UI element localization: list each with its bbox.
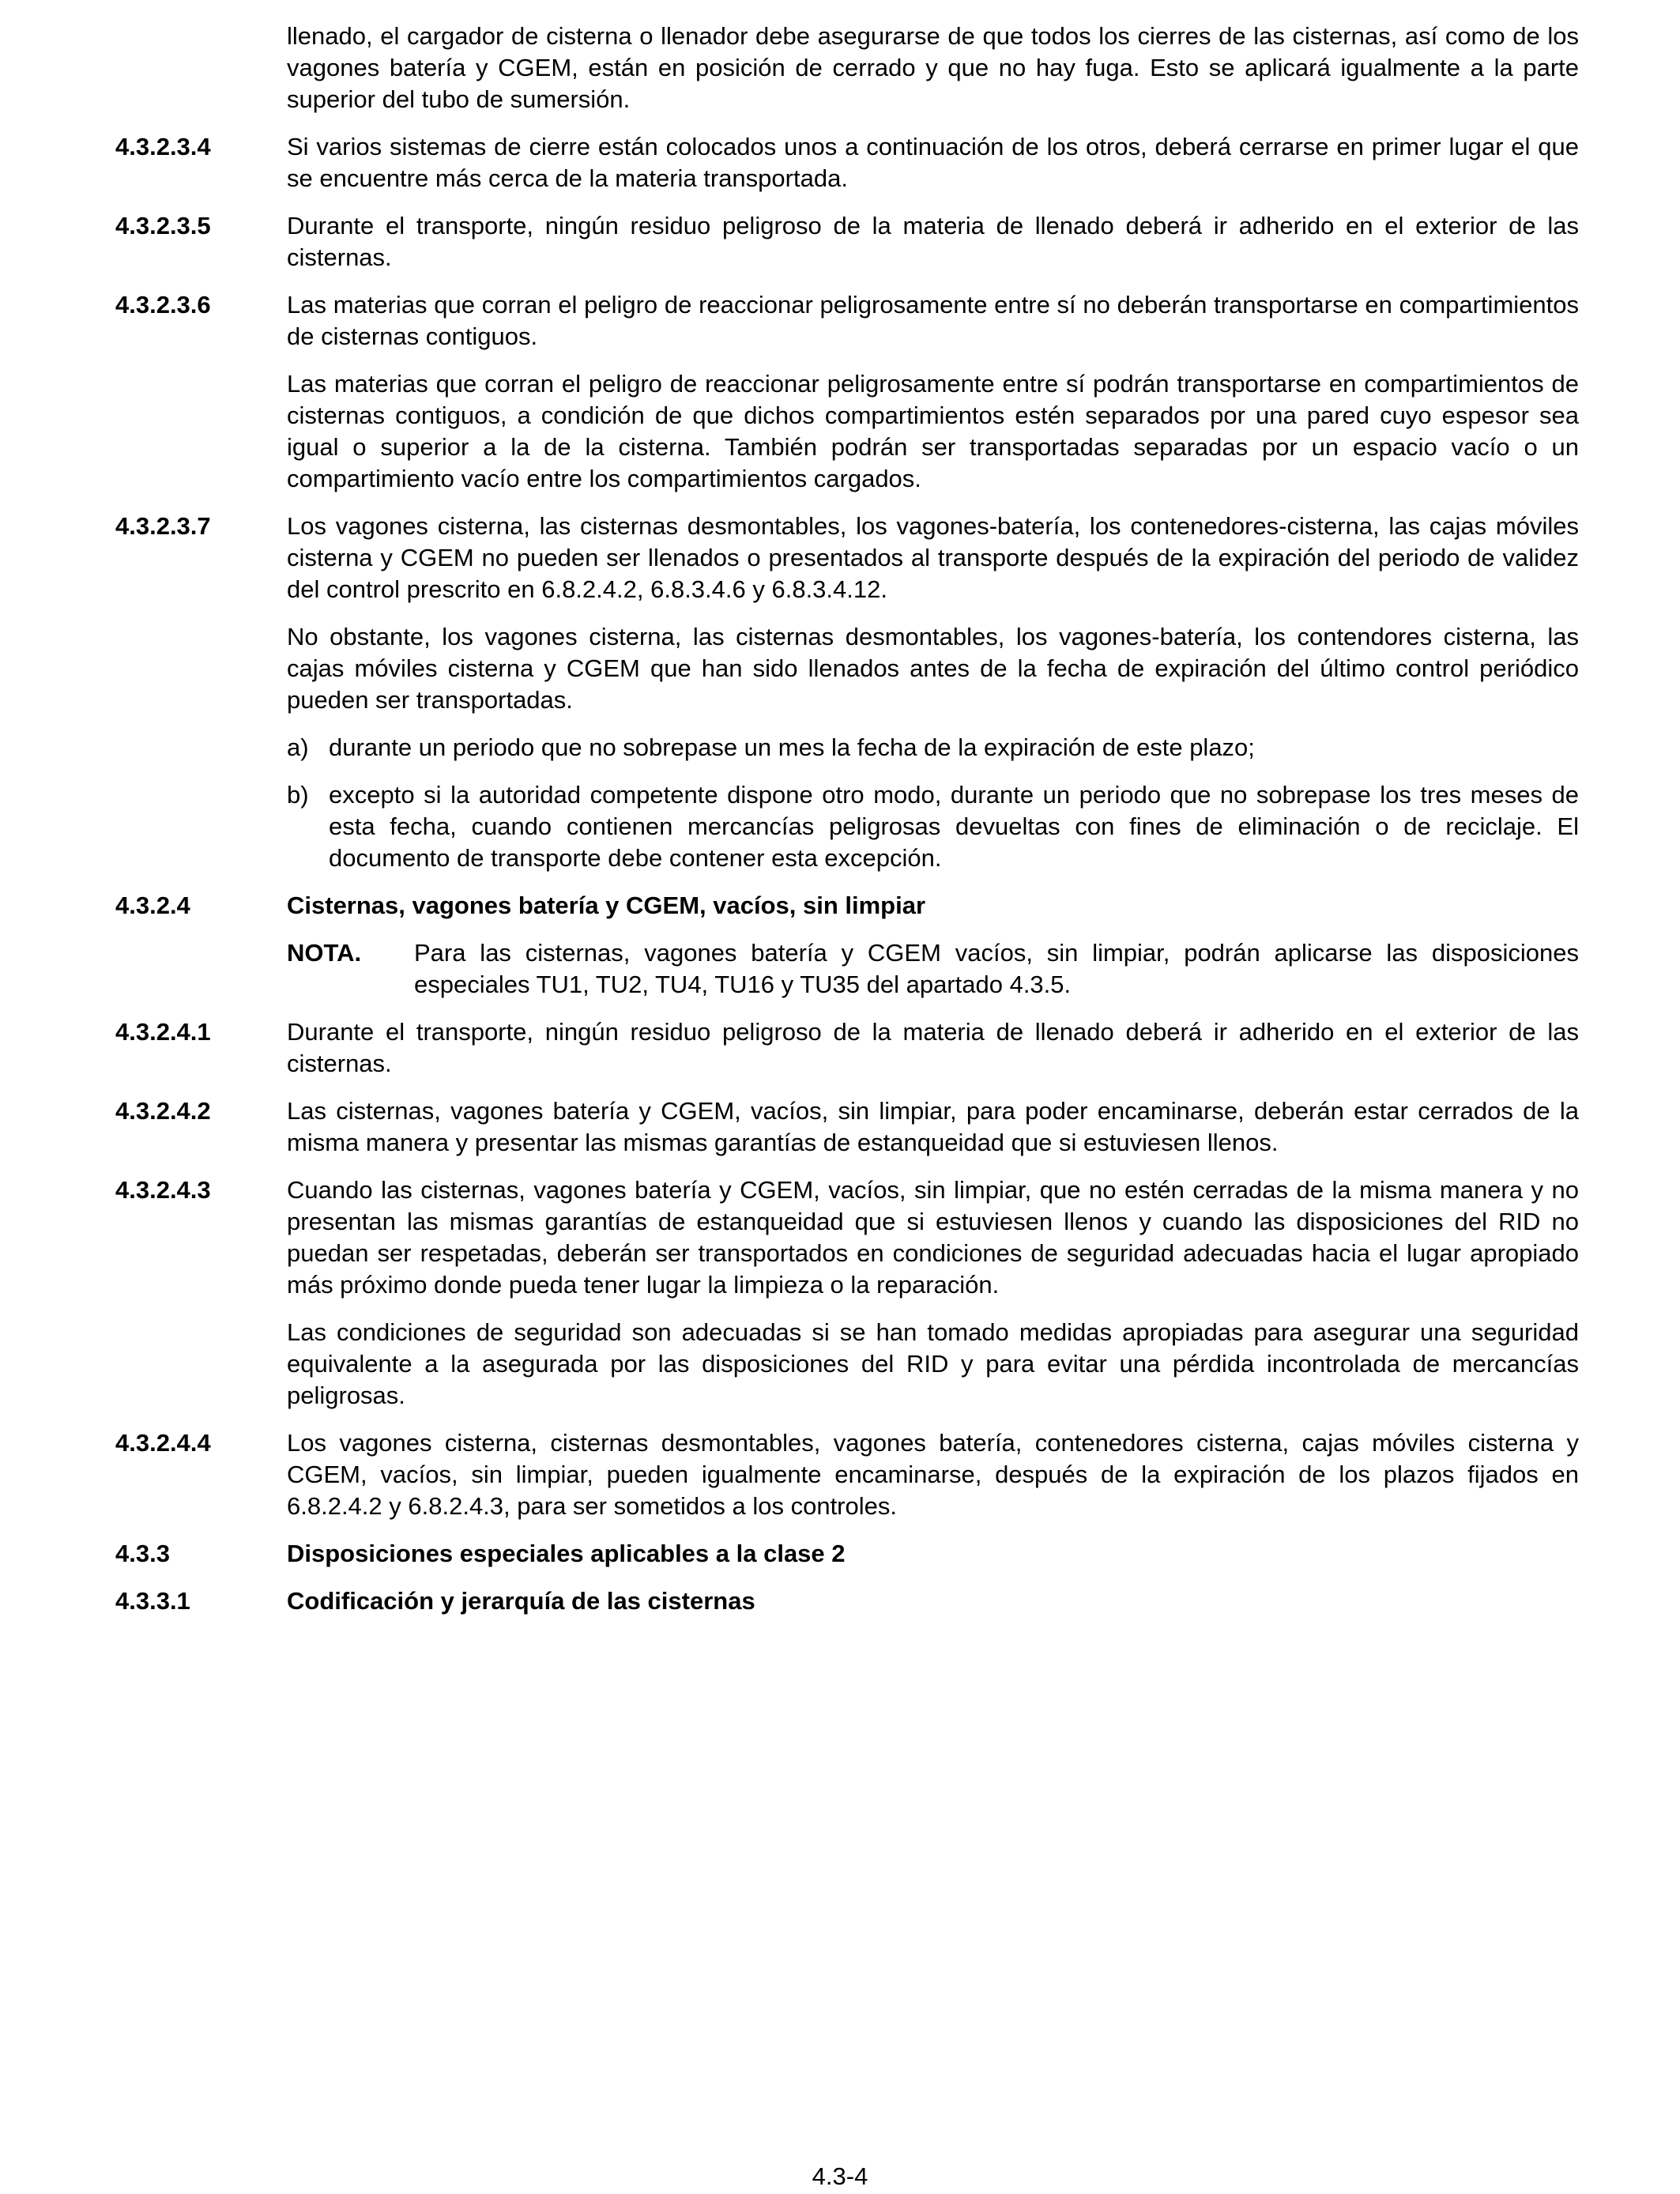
paragraph-text: Los vagones cisterna, cisternas desmontables, vagones batería, contenedores cisterna, cajas móviles cisterna y CGEM, vacíos, sin limpiar, pueden igualmente encaminarse, después de la expiración de los plazos fijados en 6.8.2.4.2 y 6.8.2.4.3, para ser sometidos a los controles. [287, 1429, 1579, 1520]
page-number: 4.3-4 [812, 2162, 868, 2190]
section-heading-4-3-2-4 [115, 890, 1579, 922]
section-title: Disposiciones especiales aplicables a la clase 2 [287, 1540, 846, 1567]
paragraph-text: No obstante, los vagones cisterna, las cisternas desmontables, los vagones-batería, los contendores cisterna, las cajas móviles cisterna y CGEM que han sido llenados antes de la fecha de expiración del último control periódico pueden ser transportadas. [287, 623, 1579, 714]
paragraph-text: Durante el transporte, ningún residuo peligroso de la materia de llenado deberá ir adherido en el exterior de las cisternas. [287, 1018, 1579, 1077]
paragraph-text: Durante el transporte, ningún residuo peligroso de la materia de llenado deberá ir adherido en el exterior de las cisternas. [287, 212, 1579, 271]
section-heading-4-3-3 [115, 1538, 1579, 1570]
list-item-text: durante un periodo que no sobrepase un mes la fecha de la expiración de este plazo; [329, 733, 1255, 761]
section-title: Cisternas, vagones batería y CGEM, vacíos, sin limpiar [287, 892, 926, 919]
section-4-3-2-3-4 [115, 131, 1579, 194]
note-label: NOTA. [287, 939, 362, 967]
section-number: 4.3.2.3.7 [115, 512, 211, 540]
section-4-3-2-3-7 [115, 511, 1579, 605]
section-number: 4.3.2.3.5 [115, 212, 211, 239]
section-heading-4-3-3-1 [115, 1585, 1579, 1617]
section-4-3-2-4-2 [115, 1095, 1579, 1159]
section-number: 4.3.2.4.4 [115, 1429, 211, 1457]
section-number: 4.3.2.4 [115, 892, 190, 919]
section-4-3-2-3-6 [115, 289, 1579, 352]
note [115, 937, 1579, 1001]
list-item-text: excepto si la autoridad competente dispone otro modo, durante un periodo que no sobrepase los tres meses de esta fecha, cuando contienen mercancías peligrosas devueltas con fines de eliminación o de reciclaje. El documento de transporte debe contener esta excepción. [329, 781, 1579, 872]
section-4-3-2-4-4 [115, 1427, 1579, 1522]
section-number: 4.3.3 [115, 1540, 170, 1567]
paragraph-text: Las condiciones de seguridad son adecuadas si se han tomado medidas apropiadas para asegurar una seguridad equivalente a la asegurada por las disposiciones del RID y para evitar una pérdida incontrolada de mercancías peligrosas. [287, 1318, 1579, 1409]
section-number: 4.3.2.4.1 [115, 1018, 211, 1046]
paragraph-text: Cuando las cisternas, vagones batería y CGEM, vacíos, sin limpiar, que no estén cerradas de la misma manera y no presentan las mismas garantías de estanqueidad que si estuviesen llenos y cuando las disposiciones del RID no puedan ser respetadas, deberán ser transportados en condiciones de seguridad adecuadas hacia el lugar apropiado más próximo donde pueda tener lugar la limpieza o la reparación. [287, 1176, 1579, 1299]
paragraph [115, 368, 1579, 495]
list-item [115, 779, 1579, 874]
paragraph [115, 621, 1579, 716]
section-4-3-2-4-1 [115, 1016, 1579, 1080]
section-4-3-2-4-3 [115, 1174, 1579, 1301]
list-item [115, 732, 1579, 763]
paragraph-text: Las materias que corran el peligro de reaccionar peligrosamente entre sí podrán transportarse en compartimientos de cisternas contiguos, a condición de que dichos compartimientos estén separados por una pared cuyo espesor sea igual o superior a la de la cisterna. También podrán ser transportadas separadas por un espacio vacío o un compartimiento vacío entre los compartimientos cargados. [287, 370, 1579, 492]
list-item-label: a) [287, 733, 309, 761]
section-4-3-2-3-5 [115, 210, 1579, 273]
paragraph-text: Las cisternas, vagones batería y CGEM, vacíos, sin limpiar, para poder encaminarse, deberán estar cerrados de la misma manera y presentar las mismas garantías de estanqueidad que si estuviesen llenos. [287, 1097, 1579, 1156]
list-item-label: b) [287, 781, 309, 809]
note-text: Para las cisternas, vagones batería y CGEM vacíos, sin limpiar, podrán aplicarse las disposiciones especiales TU1, TU2, TU4, TU16 y TU35 del apartado 4.3.5. [414, 939, 1579, 998]
paragraph-text: Las materias que corran el peligro de reaccionar peligrosamente entre sí no deberán transportarse en compartimientos de cisternas contiguos. [287, 291, 1579, 350]
section-number: 4.3.2.4.2 [115, 1097, 211, 1125]
paragraph-text: Los vagones cisterna, las cisternas desmontables, los vagones-batería, los contenedores-cisterna, las cajas móviles cisterna y CGEM no pueden ser llenados o presentados al transporte después de la expiración del periodo de validez del control prescrito en 6.8.2.4.2, 6.8.3.4.6 y 6.8.3.4.12. [287, 512, 1579, 603]
section-title: Codificación y jerarquía de las cisternas [287, 1587, 755, 1615]
paragraph-text: llenado, el cargador de cisterna o llenador debe asegurarse de que todos los cierres de las cisternas, así como de los vagones batería y CGEM, están en posición de cerrado y que no hay fuga. Esto se aplicará igualmente a la parte superior del tubo de sumersión. [287, 22, 1579, 113]
paragraph [115, 1317, 1579, 1412]
section-number: 4.3.2.3.6 [115, 291, 211, 319]
paragraph-text: Si varios sistemas de cierre están colocados unos a continuación de los otros, deberá cerrarse en primer lugar el que se encuentre más cerca de la materia transportada. [287, 133, 1579, 192]
section-number: 4.3.2.3.4 [115, 133, 211, 160]
paragraph-continuation [115, 21, 1579, 115]
section-number: 4.3.2.4.3 [115, 1176, 211, 1204]
document-body [115, 21, 1579, 1633]
section-number: 4.3.3.1 [115, 1587, 190, 1615]
